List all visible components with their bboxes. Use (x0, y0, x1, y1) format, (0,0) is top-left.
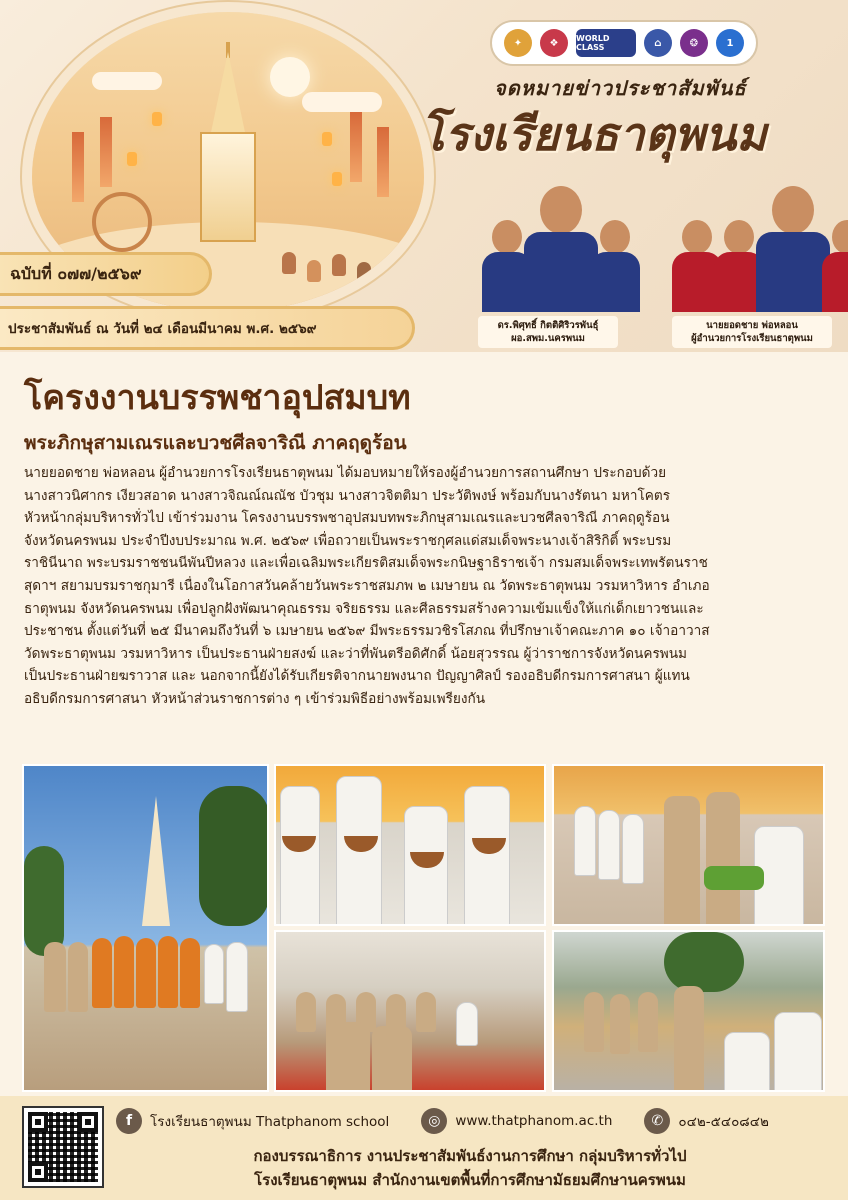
school-emblem-logo: ✦ (504, 29, 532, 57)
contact-row (116, 1108, 769, 1134)
staff-photo (822, 220, 848, 312)
person-figure (584, 992, 604, 1052)
number-one-logo: 1 (716, 29, 744, 57)
photo-tent-audience (274, 930, 546, 1092)
person-figure (372, 1026, 412, 1092)
tree-photo (664, 932, 744, 992)
banner-illustration (72, 132, 84, 202)
banner-illustration (350, 112, 362, 182)
article-line: ธาตุพนม จังหวัดนครพนม เพื่อปลูกฝังพัฒนาคุณธรรม จริยธรรม และศีลธรรมสร้างความเข้มแข็งให้แก่เด็กเยาวชนและ (24, 600, 704, 617)
article-line: นายยอดชาย พ่อหลอน ผู้อำนวยการโรงเรียนธาตุพนม ได้มอบหมายให้รองผู้อำนวยการสถานศึกษา ประกอบด้วย (24, 465, 667, 481)
issue-number: ฉบับที่ ๐๗๗/๒๕๖๙ (0, 252, 212, 296)
person-head (832, 220, 848, 254)
globe-icon: ◎ (421, 1108, 447, 1134)
monk-figure (92, 938, 112, 1008)
article-line: ประชาชน ตั้งแต่วันที่ ๒๕ มีนาคมถึงวันที่ ๖ เมษายน ๒๕๖๙ มีพระธรรมวชิรโสภณ ที่ปรึกษาเจ้าคณะภาค ๑๐ เจ้าอาวาส (24, 623, 710, 640)
person-figure (280, 786, 320, 926)
monk-figure (158, 936, 178, 1008)
article-line: เป็นประธานฝ่ายฆราวาส และ นอกจากนี้ยังได้รับเกียรติจากนายพงนาถ ปัญญาศิลป์ รองอธิบดีกรมการศาสนา ผู้แทน (24, 668, 690, 685)
figure-illustration (332, 254, 346, 276)
person-uniform (524, 232, 598, 312)
lantern-illustration (332, 172, 342, 186)
phone-icon: ✆ (644, 1108, 670, 1134)
person-figure (674, 986, 704, 1092)
stupa-spire (210, 52, 246, 137)
person-figure (574, 806, 596, 876)
person-figure (226, 942, 248, 1012)
person-head (772, 186, 814, 234)
lantern-illustration (152, 112, 162, 126)
director-caption (478, 316, 618, 348)
person-figure (622, 814, 644, 884)
article-line: นางสาวนิศากร เงียวสอาด นางสาวจิณณ์ณณัช บัวชุม นางสาวจิตติมา ประวัติพงษ์ พร้อมกับนางรัตนา มหาโคตร (24, 487, 671, 504)
qr-code-pattern (28, 1112, 98, 1182)
banana-leaf-tray (704, 866, 764, 890)
person-figure (610, 994, 630, 1054)
photo-alms-bowls (274, 764, 546, 926)
article-line: อธิบดีกรมการศาสนา หัวหน้าส่วนราชการต่าง ๆ เข้าร่วมพิธีอย่างพร้อมเพรียงกัน (24, 690, 485, 707)
article-line: วัดพระธาตุพนม วรมหาวิหาร เป็นประธานฝ่ายสงฆ์ และว่าที่พันตรีอดิศักดิ์ น้อยสุวรรณ ผู้ว่าราชการจังหวัดนครพนม (24, 645, 687, 662)
person-figure (326, 1022, 370, 1092)
person-figure (204, 944, 224, 1004)
person-figure (296, 992, 316, 1032)
publish-date: ประชาสัมพันธ์ ณ วันที่ ๒๔ เดือนมีนาคม พ.ศ. ๒๕๖๙ (0, 306, 415, 350)
school-affiliation-line: โรงเรียนธาตุพนม สำนักงานเขตพื้นที่การศึกษามัธยมศึกษานครพนม (254, 1171, 686, 1189)
qr-finder (28, 1162, 48, 1182)
article-line: สุดาฯ สยามบรมราชกุมารี เนื่องในโอกาสวันคล้ายวันพระราชสมภพ ๒ เมษายน ณ วัดพระธาตุพนม วรมหาวิหาร อำเภอ (24, 577, 710, 594)
photo-temple-group (22, 764, 269, 1092)
director-role: ผอ.สพม.นครพนม (511, 333, 585, 344)
person-figure (706, 792, 740, 926)
person-figure (724, 1032, 770, 1092)
qr-code[interactable] (22, 1106, 104, 1188)
ferris-wheel-illustration (92, 192, 152, 252)
director-name: ดร.พิศุทธิ์ กิตติศิริวรพันธุ์ (497, 320, 599, 331)
person-uniform (590, 252, 640, 312)
person-figure (464, 786, 510, 926)
person-uniform (756, 232, 830, 312)
obec-logo: ❖ (540, 29, 568, 57)
staff-photo (590, 220, 640, 312)
facebook-link[interactable]: โรงเรียนธาตุพนม Thatphanom school (150, 1114, 390, 1130)
person-head (682, 220, 712, 254)
lantern-illustration (127, 152, 137, 166)
person-head (724, 220, 754, 254)
principal-photo-group (676, 186, 848, 312)
person-figure (68, 942, 88, 1012)
article-subhead: พระภิกษุสามเณรและบวชศีลจาริณี ภาคฤดูร้อน (24, 432, 407, 454)
facebook-icon: f (116, 1108, 142, 1134)
figure-illustration (282, 252, 296, 274)
photo-ceremony-offering (552, 764, 825, 926)
phone-number[interactable]: ๐๔๒-๕๔๐๘๔๒ (678, 1114, 769, 1130)
tree-photo (199, 786, 269, 926)
moon-illustration (270, 57, 310, 97)
principal-role: ผู้อำนวยการโรงเรียนธาตุพนม (691, 333, 813, 344)
article-headline: โครงงานบรรพชาอุปสมบท (24, 378, 411, 418)
photo-temple-grounds (552, 930, 825, 1092)
partner-logos (490, 20, 758, 66)
cloud-illustration (302, 92, 382, 112)
monk-figure (136, 938, 156, 1008)
banner-illustration (377, 127, 389, 197)
person-figure (416, 992, 436, 1032)
article-line: ราชินีนาถ พระบรมราชชนนีพันปีหลวง และเพื่อเฉลิมพระเกียรติสมเด็จพระกนิษฐาธิราชเจ้า กรมสมเด็จพระเทพรัตนราช (24, 555, 708, 572)
world-class-logo: WORLD CLASS (576, 29, 636, 57)
newsletter-footer (0, 1096, 848, 1200)
principal-caption (672, 316, 832, 348)
website-link[interactable]: www.thatphanom.ac.th (455, 1113, 613, 1129)
principal-photo (756, 186, 830, 312)
person-figure (774, 1012, 822, 1092)
person-figure (638, 992, 658, 1052)
monk-figure (114, 936, 134, 1008)
figure-illustration (357, 262, 371, 284)
principal-name: นายยอดชาย พ่อหลอน (706, 320, 798, 331)
editorial-line: กองบรรณาธิการ งานประชาสัมพันธ์งานการศึกษา กลุ่มบริหารทั่วไป (253, 1147, 687, 1165)
article-line: หัวหน้ากลุ่มบริหารทั่วไป เข้าร่วมงาน โครงงานบรรพชาอุปสมบทพระภิกษุสามเณรและบวชศีลจาริณี ภาคฤดูร้อน (24, 510, 670, 527)
tree-photo (24, 846, 64, 956)
figure-illustration (307, 260, 321, 282)
banner-illustration (100, 117, 112, 187)
director-photo-group (486, 186, 636, 312)
person-head (540, 186, 582, 234)
person-figure (44, 942, 66, 1012)
cloud-illustration (92, 72, 162, 90)
stupa-base (200, 132, 256, 242)
ministry-logo: ⌂ (644, 29, 672, 57)
newsletter-subtitle: จดหมายข่าวประชาสัมพันธ์ (494, 76, 747, 100)
director-photo (524, 186, 598, 312)
spm-logo: ❂ (680, 29, 708, 57)
monk-figure (180, 938, 200, 1008)
person-figure (664, 796, 700, 926)
school-title: โรงเรียนธาตุพนม (420, 107, 767, 161)
person-figure (598, 810, 620, 880)
person-uniform (822, 252, 848, 312)
newsletter-header (0, 0, 848, 352)
qr-finder (78, 1112, 98, 1132)
qr-finder (28, 1112, 48, 1132)
lantern-illustration (322, 132, 332, 146)
person-head (600, 220, 630, 254)
person-figure (456, 1002, 478, 1046)
article-body (24, 462, 826, 711)
person-head (492, 220, 522, 254)
article-line: จังหวัดนครพนม ประจำปีงบประมาณ พ.ศ. ๒๕๖๙ เพื่อถวายเป็นพระราชกุศลแด่สมเด็จพระนางเจ้าสิริกิติ์ พระบรม (24, 532, 672, 549)
stupa-photo (142, 796, 170, 926)
